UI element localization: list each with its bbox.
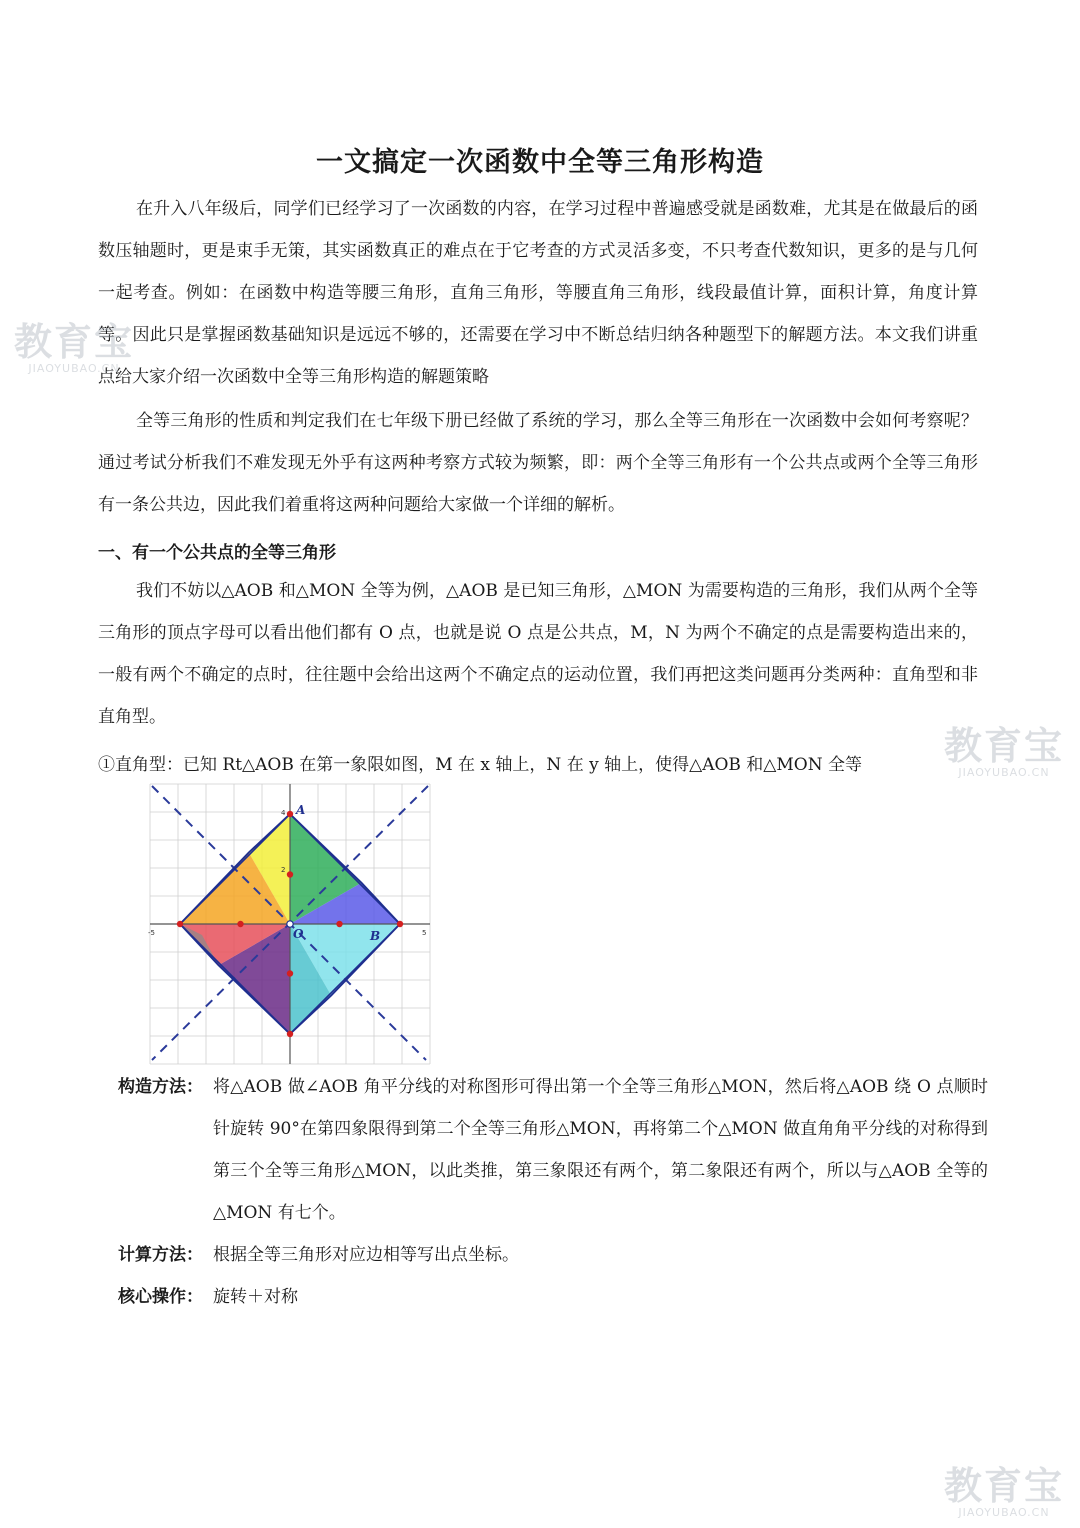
watermark-url: JIAOYUBAO.CN [958, 766, 1050, 779]
watermark-url: JIAOYUBAO.CN [28, 362, 120, 375]
tick-y-top: 4 [281, 809, 286, 817]
point-b [397, 921, 403, 927]
definition-construction [118, 1066, 988, 1234]
watermark-logo: 教育宝 [944, 1464, 1065, 1508]
watermark-left [14, 322, 134, 375]
section-heading: 一、有一个公共点的全等三角形 [98, 543, 336, 563]
intro-paragraph-1: 在升入八年级后，同学们已经学习了一次函数的内容，在学习过程中普遍感受就是函数难，尤其是在做最后的函数压轴题时，更是束手无策，其实函数真正的难点在于它考查的方式灵活多变，不只考查代数知识，更多的是与几何一起考查。例如：在函数中构造等腰三角形，直角三角形，等腰直角三角形，线段最值计算，面积计算，角度计算等。因此只是掌握函数基础知识是远远不够的，还需要在学习中不断总结归纳各种题型下的解题方法。本文我们讲重点给大家介绍一次函数中全等三角形构造的解题策略 [98, 199, 978, 387]
definition-text: 根据全等三角形对应边相等写出点坐标。 [213, 1245, 519, 1265]
definition-text: 将△AOB 做∠AOB 角平分线的对称图形可得出第一个全等三角形△MON，然后将△AOB 绕 O 点顺时针旋转 90°在第四象限得到第二个全等三角形△MON，再将第二个△MON 做直角角平分线的对称得到第三个全等三角形△MON，以此类推，第三象限还有两个，第二象限还有两个，所以与△AOB 全等的△MON 有七个。 [213, 1077, 988, 1223]
definition-term: 核心操作： [118, 1287, 203, 1307]
label-o: O [293, 927, 304, 941]
watermark-right-middle [944, 726, 1064, 779]
definition-core-operation [118, 1276, 988, 1318]
point-y-lower [287, 970, 293, 976]
definition-text: 旋转＋对称 [213, 1287, 298, 1307]
watermark-logo: 教育宝 [14, 320, 135, 364]
point-x-right [336, 921, 342, 927]
congruent-triangles-figure [150, 784, 430, 1064]
definitions-list [118, 1066, 988, 1318]
tick-x-left: -5 [148, 929, 155, 937]
tick-x-right: 5 [422, 929, 427, 937]
watermark-logo: 教育宝 [944, 724, 1065, 768]
point-x-left [237, 921, 243, 927]
point-a [287, 811, 293, 817]
point-bottom [287, 1031, 293, 1037]
definition-calculation [118, 1234, 988, 1276]
intro-paragraph-2: 全等三角形的性质和判定我们在七年级下册已经做了系统的学习，那么全等三角形在一次函数中会如何考察呢？通过考试分析我们不难发现无外乎有这两种考察方式较为频繁，即：两个全等三角形有一个公共点或两个全等三角形有一条公共边，因此我们着重将这两种问题给大家做一个详细的解析。 [98, 411, 978, 515]
tick-y-mid: 2 [281, 866, 286, 874]
point-left [177, 921, 183, 927]
point-y-upper [287, 871, 293, 877]
label-a: A [296, 803, 306, 817]
watermark-right-bottom [944, 1466, 1064, 1519]
label-b: B [370, 929, 381, 943]
definition-term: 构造方法： [118, 1077, 203, 1097]
case-right-angle: ①直角型：已知 Rt△AOB 在第一象限如图，M 在 x 轴上，N 在 y 轴上，使得△AOB 和△MON 全等 [98, 755, 862, 775]
definition-term: 计算方法： [118, 1245, 203, 1265]
page-title: 一文搞定一次函数中全等三角形构造 [316, 147, 764, 178]
section-paragraph: 我们不妨以△AOB 和△MON 全等为例，△AOB 是已知三角形，△MON 为需要构造的三角形，我们从两个全等三角形的顶点字母可以看出他们都有 O 点，也就是说 O 点是公共点，M，N 为两个不确定的点是需要构造出来的，一般有两个不确定的点时，往往题中会给出这两个不确定点的运动位置，我们再把这类问题再分类两种：直角型和非直角型。 [98, 581, 978, 727]
watermark-url: JIAOYUBAO.CN [958, 1506, 1050, 1519]
